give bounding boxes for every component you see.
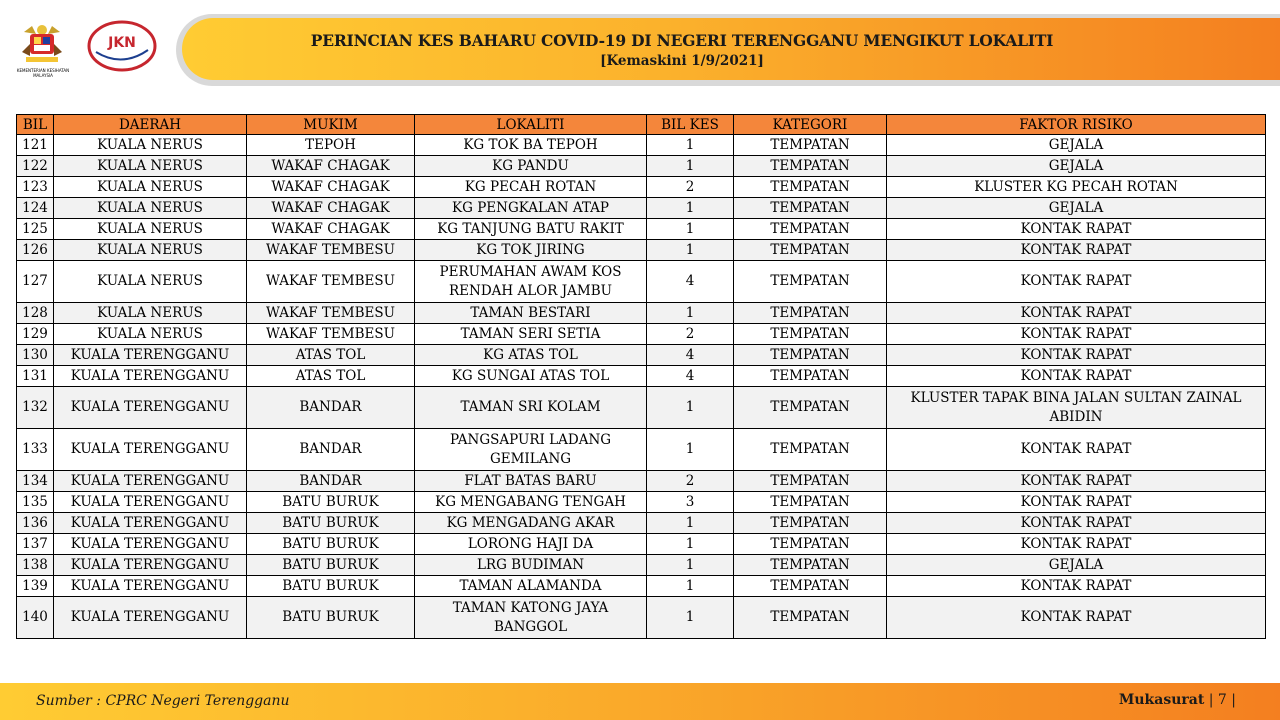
table-cell: KG TOK JIRING	[415, 240, 647, 261]
table-cell: 135	[17, 492, 54, 513]
table-row	[17, 198, 1266, 219]
table-cell: TAMAN SERI SETIA	[415, 324, 647, 345]
table-cell: TEMPATAN	[734, 345, 887, 366]
table-row	[17, 345, 1266, 366]
table-cell: TEMPATAN	[734, 240, 887, 261]
table-cell: TEMPATAN	[734, 492, 887, 513]
table-row	[17, 555, 1266, 576]
table-cell: WAKAF TEMBESU	[247, 261, 415, 303]
table-row	[17, 219, 1266, 240]
table-cell: TAMAN SRI KOLAM	[415, 387, 647, 429]
table-cell: KONTAK RAPAT	[887, 513, 1266, 534]
table-cell: KUALA TERENGGANU	[54, 471, 247, 492]
table-cell: WAKAF TEMBESU	[247, 240, 415, 261]
table-row	[17, 240, 1266, 261]
page-subtitle: [Kemaskini 1/9/2021]	[600, 53, 764, 69]
table-cell: TEMPATAN	[734, 597, 887, 639]
table-row	[17, 135, 1266, 156]
table-cell: KG SUNGAI ATAS TOL	[415, 366, 647, 387]
table-cell: BANDAR	[247, 471, 415, 492]
table-cell: KUALA NERUS	[54, 198, 247, 219]
table-cell: GEJALA	[887, 555, 1266, 576]
table-cell: 125	[17, 219, 54, 240]
table-cell: 4	[647, 345, 734, 366]
table-cell: 124	[17, 198, 54, 219]
table-cell: KUALA TERENGGANU	[54, 513, 247, 534]
table-cell: ATAS TOL	[247, 345, 415, 366]
table-cell: TEMPATAN	[734, 576, 887, 597]
table-cell: 2	[647, 471, 734, 492]
table-row	[17, 429, 1266, 471]
table-cell: TEMPATAN	[734, 534, 887, 555]
table-cell: TEMPATAN	[734, 555, 887, 576]
table-cell: 1	[647, 429, 734, 471]
table-cell: 122	[17, 156, 54, 177]
table-cell: 1	[647, 576, 734, 597]
table-cell: KG MENGADANG AKAR	[415, 513, 647, 534]
table-cell: TEMPATAN	[734, 261, 887, 303]
table-row	[17, 324, 1266, 345]
table-row	[17, 471, 1266, 492]
table-cell: PERUMAHAN AWAM KOS RENDAH ALOR JAMBU	[415, 261, 647, 303]
table-cell: 129	[17, 324, 54, 345]
table-cell: KUALA TERENGGANU	[54, 366, 247, 387]
table-cell: TEMPATAN	[734, 177, 887, 198]
table-cell: WAKAF CHAGAK	[247, 156, 415, 177]
table-cell: 1	[647, 555, 734, 576]
table-cell: KUALA NERUS	[54, 177, 247, 198]
table-cell: TEMPATAN	[734, 219, 887, 240]
table-cell: KUALA NERUS	[54, 303, 247, 324]
case-table	[16, 114, 1266, 639]
table-cell: KUALA NERUS	[54, 135, 247, 156]
table-cell: KONTAK RAPAT	[887, 219, 1266, 240]
table-cell: BATU BURUK	[247, 555, 415, 576]
table-cell: KG PECAH ROTAN	[415, 177, 647, 198]
table-cell: 123	[17, 177, 54, 198]
table-row	[17, 366, 1266, 387]
table-cell: KUALA TERENGGANU	[54, 387, 247, 429]
table-cell: KONTAK RAPAT	[887, 303, 1266, 324]
table-cell: KUALA NERUS	[54, 324, 247, 345]
table-cell: KONTAK RAPAT	[887, 366, 1266, 387]
table-cell: 1	[647, 198, 734, 219]
column-header: BIL	[17, 115, 54, 135]
table-cell: 1	[647, 156, 734, 177]
table-cell: ATAS TOL	[247, 366, 415, 387]
table-cell: 131	[17, 366, 54, 387]
page-indicator	[1119, 692, 1236, 708]
table-cell: 136	[17, 513, 54, 534]
table-cell: 127	[17, 261, 54, 303]
table-cell: TEMPATAN	[734, 387, 887, 429]
table-row	[17, 177, 1266, 198]
table-cell: TEMPATAN	[734, 471, 887, 492]
table-cell: BATU BURUK	[247, 576, 415, 597]
table-cell: 137	[17, 534, 54, 555]
table-row	[17, 303, 1266, 324]
crest-caption: KEMENTERIAN KESIHATAN MALAYSIA	[16, 68, 70, 78]
table-cell: KUALA NERUS	[54, 261, 247, 303]
table-cell: 1	[647, 513, 734, 534]
table-row	[17, 261, 1266, 303]
table-cell: KG PENGKALAN ATAP	[415, 198, 647, 219]
table-cell: WAKAF TEMBESU	[247, 324, 415, 345]
table-cell: KG PANDU	[415, 156, 647, 177]
source-note: Sumber : CPRC Negeri Terengganu	[36, 693, 290, 709]
table-cell: GEJALA	[887, 156, 1266, 177]
column-header: BIL KES	[647, 115, 734, 135]
logo-area	[10, 18, 170, 80]
table-cell: 2	[647, 324, 734, 345]
footer-bar	[0, 683, 1280, 720]
table-cell: 1	[647, 240, 734, 261]
table-cell: 132	[17, 387, 54, 429]
table-cell: 138	[17, 555, 54, 576]
table-cell: 140	[17, 597, 54, 639]
table-cell: PANGSAPURI LADANG GEMILANG	[415, 429, 647, 471]
table-cell: 1	[647, 303, 734, 324]
table-cell: KONTAK RAPAT	[887, 534, 1266, 555]
table-row	[17, 156, 1266, 177]
table-cell: 121	[17, 135, 54, 156]
table-cell: BANDAR	[247, 429, 415, 471]
column-header: DAERAH	[54, 115, 247, 135]
table-cell: KONTAK RAPAT	[887, 240, 1266, 261]
table-cell: LRG BUDIMAN	[415, 555, 647, 576]
table-row	[17, 534, 1266, 555]
table-cell: TEMPATAN	[734, 513, 887, 534]
table-cell: KLUSTER TAPAK BINA JALAN SULTAN ZAINAL ABIDIN	[887, 387, 1266, 429]
table-body	[17, 135, 1266, 639]
table-cell: WAKAF CHAGAK	[247, 177, 415, 198]
table-cell: WAKAF TEMBESU	[247, 303, 415, 324]
table-cell: 1	[647, 219, 734, 240]
table-cell: BATU BURUK	[247, 492, 415, 513]
table-cell: KONTAK RAPAT	[887, 492, 1266, 513]
table-cell: KUALA NERUS	[54, 156, 247, 177]
table-row	[17, 597, 1266, 639]
table-row	[17, 576, 1266, 597]
table-cell: TEMPATAN	[734, 366, 887, 387]
table-cell: KUALA TERENGGANU	[54, 534, 247, 555]
table-cell: TAMAN KATONG JAYA BANGGOL	[415, 597, 647, 639]
table-cell: TAMAN ALAMANDA	[415, 576, 647, 597]
table-cell: KONTAK RAPAT	[887, 324, 1266, 345]
table-cell: KUALA TERENGGANU	[54, 429, 247, 471]
table-cell: 126	[17, 240, 54, 261]
table-cell: KONTAK RAPAT	[887, 345, 1266, 366]
table-cell: KUALA NERUS	[54, 219, 247, 240]
column-header: KATEGORI	[734, 115, 887, 135]
table-cell: KONTAK RAPAT	[887, 261, 1266, 303]
table-cell: KG MENGABANG TENGAH	[415, 492, 647, 513]
table-cell: 139	[17, 576, 54, 597]
table-cell: TEMPATAN	[734, 324, 887, 345]
jkn-logo-text: JKN	[108, 35, 136, 51]
column-header: MUKIM	[247, 115, 415, 135]
table-cell: 3	[647, 492, 734, 513]
table-header-row	[17, 115, 1266, 135]
table-cell: GEJALA	[887, 198, 1266, 219]
table-cell: 1	[647, 534, 734, 555]
table-row	[17, 513, 1266, 534]
table-cell: BATU BURUK	[247, 513, 415, 534]
table-cell: BATU BURUK	[247, 597, 415, 639]
column-header: FAKTOR RISIKO	[887, 115, 1266, 135]
table-cell: 1	[647, 135, 734, 156]
moh-crest-icon	[16, 22, 68, 66]
table-cell: 133	[17, 429, 54, 471]
table-cell: 1	[647, 597, 734, 639]
table-cell: TEPOH	[247, 135, 415, 156]
table-cell: 128	[17, 303, 54, 324]
page-label: Mukasurat	[1118, 692, 1205, 708]
table-cell: KONTAK RAPAT	[887, 597, 1266, 639]
table-cell: 4	[647, 261, 734, 303]
table-cell: BANDAR	[247, 387, 415, 429]
table-cell: BATU BURUK	[247, 534, 415, 555]
table-cell: KONTAK RAPAT	[887, 576, 1266, 597]
table-cell: FLAT BATAS BARU	[415, 471, 647, 492]
table-cell: KUALA NERUS	[54, 240, 247, 261]
table-cell: 1	[647, 387, 734, 429]
table-cell: WAKAF CHAGAK	[247, 198, 415, 219]
page-number: | 7 |	[1208, 692, 1236, 708]
table-cell: KUALA TERENGGANU	[54, 345, 247, 366]
table-cell: 2	[647, 177, 734, 198]
table-cell: WAKAF CHAGAK	[247, 219, 415, 240]
table-row	[17, 492, 1266, 513]
table-cell: TEMPATAN	[734, 198, 887, 219]
table-cell: KG TANJUNG BATU RAKIT	[415, 219, 647, 240]
table-cell: TEMPATAN	[734, 429, 887, 471]
table-cell: KUALA TERENGGANU	[54, 555, 247, 576]
table-cell: KUALA TERENGGANU	[54, 492, 247, 513]
table-cell: 4	[647, 366, 734, 387]
table-cell: TAMAN BESTARI	[415, 303, 647, 324]
page-title: PERINCIAN KES BAHARU COVID-19 DI NEGERI TERENGGANU MENGIKUT LOKALITI	[310, 31, 1054, 50]
table-cell: 130	[17, 345, 54, 366]
table-cell: 134	[17, 471, 54, 492]
table-cell: KLUSTER KG PECAH ROTAN	[887, 177, 1266, 198]
table-cell: KONTAK RAPAT	[887, 471, 1266, 492]
table-cell: KUALA TERENGGANU	[54, 597, 247, 639]
table-row	[17, 387, 1266, 429]
table-cell: LORONG HAJI DA	[415, 534, 647, 555]
table-cell: TEMPATAN	[734, 135, 887, 156]
table-cell: KUALA TERENGGANU	[54, 576, 247, 597]
table-cell: GEJALA	[887, 135, 1266, 156]
jkn-logo-icon	[86, 20, 158, 72]
table-cell: TEMPATAN	[734, 156, 887, 177]
table-cell: KG ATAS TOL	[415, 345, 647, 366]
column-header: LOKALITI	[415, 115, 647, 135]
table-cell: KG TOK BA TEPOH	[415, 135, 647, 156]
table-cell: KONTAK RAPAT	[887, 429, 1266, 471]
table-cell: TEMPATAN	[734, 303, 887, 324]
